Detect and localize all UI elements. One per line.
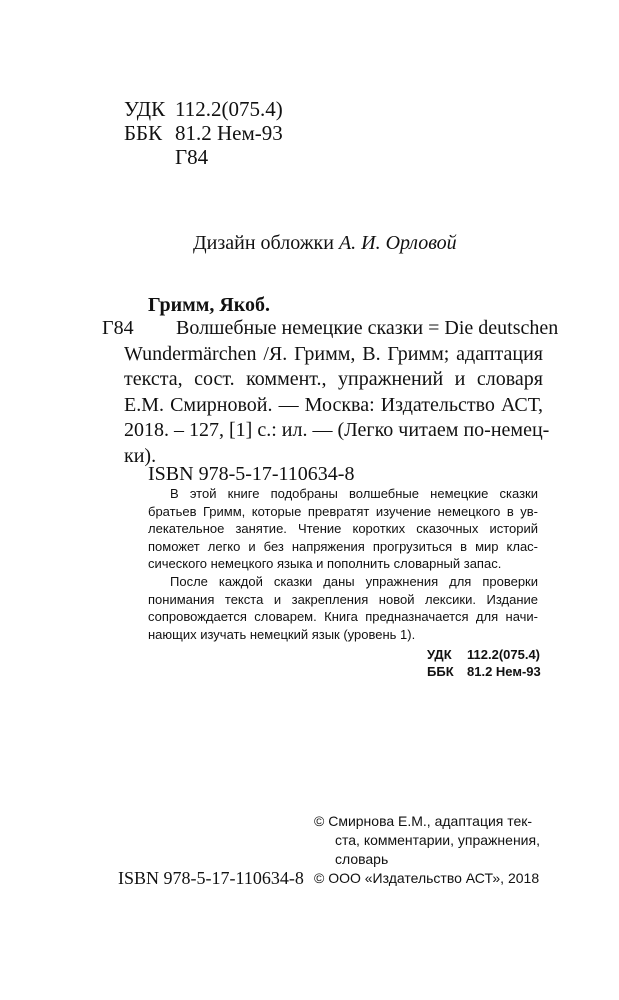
- bibliographic-line: Wundermärchen /Я. Гримм, В. Гримм; адаптация: [124, 342, 543, 365]
- abstract-line: братьев Гримм, которые превратят изучение немецкого в ув-: [148, 503, 538, 519]
- isbn-footer: ISBN 978-5-17-110634-8: [118, 868, 304, 888]
- bibliographic-line: ки).: [124, 444, 157, 467]
- cover-designer-name: А. И. Орловой: [338, 232, 457, 254]
- header-udk-label: УДК: [124, 97, 166, 121]
- author-heading: Гримм, Якоб.: [148, 294, 271, 316]
- bibliographic-line: Е.М. Смирновой. — Москва: Издательство АСТ,: [124, 393, 543, 416]
- bibliographic-record: [102, 316, 559, 470]
- footer-udk-value: 112.2(075.4): [467, 647, 541, 662]
- isbn-record: ISBN 978-5-17-110634-8: [148, 463, 355, 485]
- abstract-line: После каждой сказки даны упражнения для проверки: [170, 573, 538, 589]
- footer-udk-label: УДК: [427, 647, 452, 662]
- header-author-code: Г84: [175, 145, 209, 169]
- footer-bbk-line: [427, 663, 541, 680]
- bibliographic-line: Волшебные немецкие сказки = Die deutschen: [176, 317, 559, 339]
- bibliographic-line: текста, сост. коммент., упражнений и словаря: [124, 368, 543, 391]
- footer-udk-line: [427, 646, 540, 663]
- bibliographic-line: 2018. – 127, [1] с.: ил. — (Легко читаем по-немец-: [124, 419, 550, 442]
- bibliographic-code: Г84: [102, 317, 134, 339]
- cover-design-credit: [193, 231, 457, 255]
- abstract-line: сопровождается словарем. Книга предназначается для начи-: [148, 609, 538, 625]
- copyright-line-3: словарь: [335, 851, 389, 867]
- header-bbk-line: [124, 121, 283, 145]
- abstract-line: поможет легко и без напряжения прогрузиться в мир клас-: [148, 538, 538, 554]
- abstract-line: лекательное занятие. Чтение коротких сказочных историй: [148, 521, 538, 537]
- header-udk-line: [124, 97, 283, 121]
- footer-bbk-label: ББК: [427, 664, 454, 679]
- copyright-line-2: ста, комментарии, упражнения,: [335, 832, 540, 848]
- abstract-line: сического немецкого языка и пополнить словарный запас.: [148, 556, 502, 572]
- footer-bbk-value: 81.2 Нем-93: [467, 664, 541, 679]
- copyright-line-4: © ООО «Издательство АСТ», 2018: [314, 870, 540, 886]
- copyright-line-1: © Смирнова Е.М., адаптация тек-: [314, 813, 533, 829]
- header-bbk-value: 81.2 Нем-93: [175, 121, 283, 145]
- cover-design-prefix: Дизайн обложки: [193, 232, 334, 254]
- book-abstract: [148, 485, 538, 643]
- header-bbk-label: ББК: [124, 121, 163, 145]
- abstract-line: нающих изучать немецкий язык (уровень 1).: [148, 626, 416, 642]
- abstract-line: понимания текста и закрепления новой лексики. Издание: [148, 591, 538, 607]
- abstract-line: В этой книге подобраны волшебные немецкие сказки: [170, 486, 538, 501]
- header-udk-value: 112.2(075.4): [175, 97, 283, 121]
